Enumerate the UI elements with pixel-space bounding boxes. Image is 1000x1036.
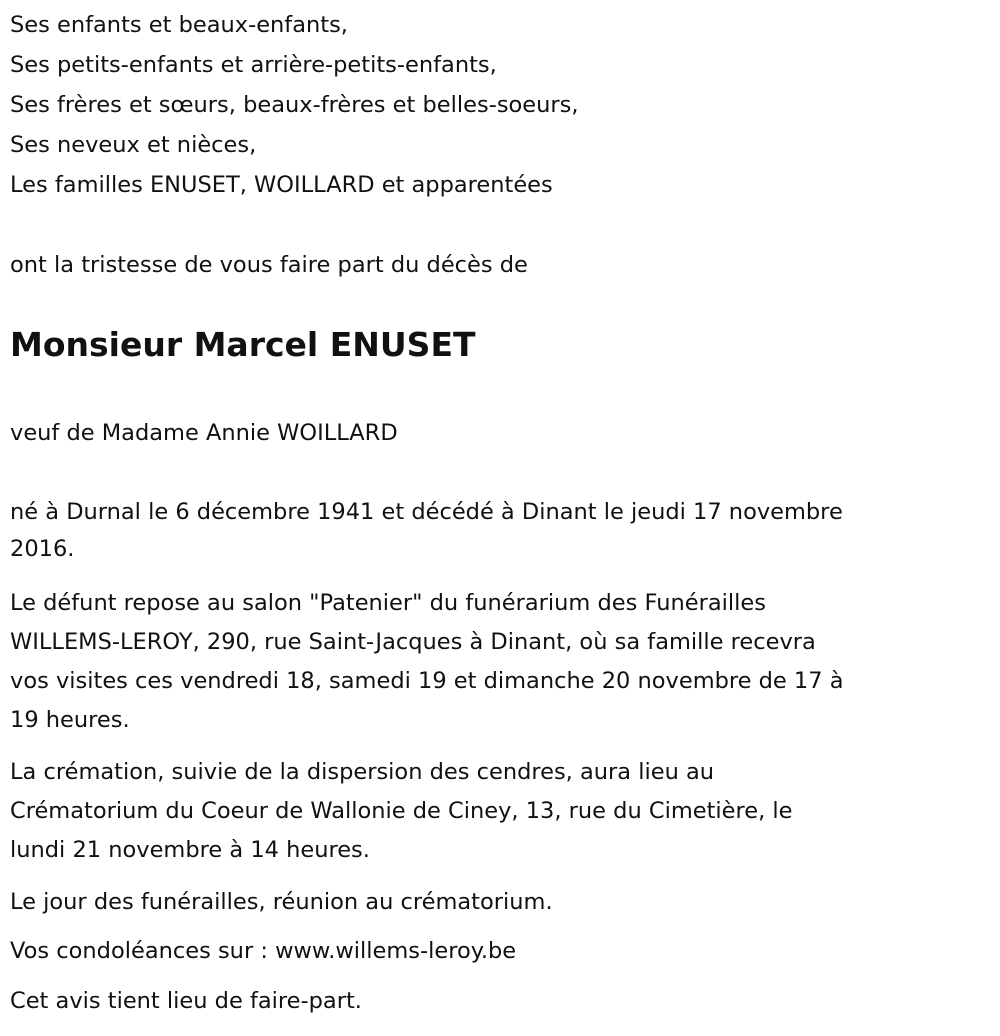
announcement: ont la tristesse de vous faire part du décès de: [10, 252, 528, 278]
deceased-name: Monsieur Marcel ENUSET: [10, 325, 476, 364]
family-line: Ses petits-enfants et arrière-petits-enfants,: [10, 52, 497, 78]
family-line: Ses frères et sœurs, beaux-frères et belles-soeurs,: [10, 92, 579, 118]
family-line: Ses neveux et nièces,: [10, 132, 257, 158]
birth-death-paragraph: [10, 494, 843, 568]
widower-of: veuf de Madame Annie WOILLARD: [10, 420, 398, 446]
paragraph-line: 19 heures.: [10, 707, 130, 733]
meeting-info: Le jour des funérailles, réunion au crématorium.: [10, 889, 553, 915]
family-line: Les familles ENUSET, WOILLARD et apparentées: [10, 172, 553, 198]
condolences-info: Vos condoléances sur : www.willems-leroy.be: [10, 938, 517, 964]
paragraph-line: 2016.: [10, 536, 75, 562]
cremation-paragraph: [10, 753, 793, 870]
family-line: Ses enfants et beaux-enfants,: [10, 12, 348, 38]
family-list: [10, 5, 579, 205]
paragraph-line: La crémation, suivie de la dispersion des cendres, aura lieu au: [10, 759, 715, 785]
paragraph-line: Crématorium du Coeur de Wallonie de Ciney, 13, rue du Cimetière, le: [10, 798, 793, 824]
paragraph-line: né à Durnal le 6 décembre 1941 et décédé à Dinant le jeudi 17 novembre: [10, 499, 843, 525]
notice-text: Cet avis tient lieu de faire-part.: [10, 988, 362, 1014]
paragraph-line: vos visites ces vendredi 18, samedi 19 et dimanche 20 novembre de 17 à: [10, 668, 844, 694]
paragraph-line: WILLEMS-LEROY, 290, rue Saint-Jacques à Dinant, où sa famille recevra: [10, 629, 816, 655]
visitation-paragraph: [10, 584, 844, 740]
paragraph-line: lundi 21 novembre à 14 heures.: [10, 837, 370, 863]
paragraph-line: Le défunt repose au salon "Patenier" du funérarium des Funérailles: [10, 590, 766, 616]
